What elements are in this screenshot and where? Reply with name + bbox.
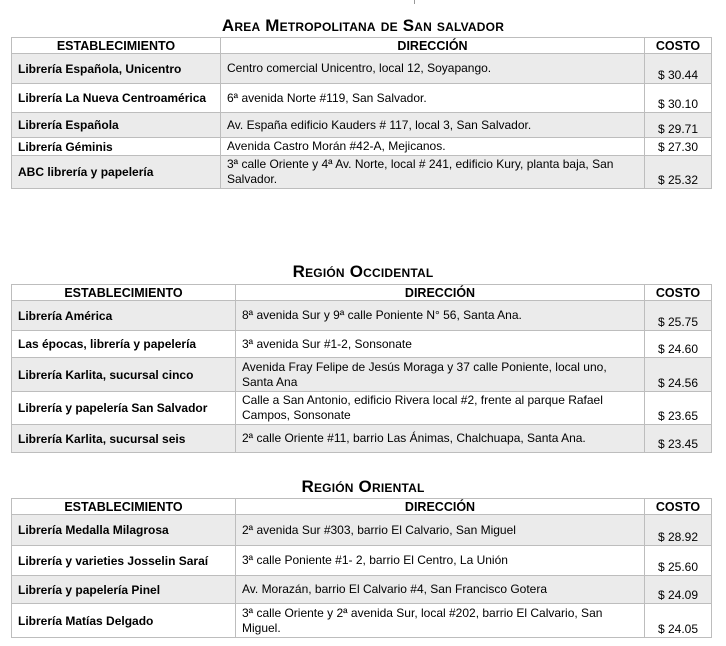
establishment-cost: $ 25.75 <box>645 301 712 331</box>
establishment-name: Librería Española, Unicentro <box>12 54 221 84</box>
table-row <box>12 425 712 453</box>
establishment-address: 6ª avenida Norte #119, San Salvador. <box>221 84 645 113</box>
establishment-name: Librería y papelería San Salvador <box>12 392 236 425</box>
table-metropolitana <box>11 37 712 189</box>
establishment-cost: $ 24.09 <box>645 576 712 604</box>
establishment-cost: $ 27.30 <box>645 138 712 156</box>
section-title: Area Metropolitana de San salvador <box>221 16 505 35</box>
establishment-cost: $ 30.10 <box>645 84 712 113</box>
table-row <box>12 84 712 113</box>
establishment-address: Av. España edificio Kauders # 117, local 3, San Salvador. <box>221 113 645 138</box>
establishment-cost: $ 30.44 <box>645 54 712 84</box>
table-header-row <box>12 38 712 54</box>
establishment-name: Las épocas, librería y papelería <box>12 331 236 358</box>
table-row <box>12 156 712 189</box>
table-row <box>12 301 712 331</box>
table-row <box>12 546 712 576</box>
table-oriental <box>11 498 712 638</box>
table-row <box>12 576 712 604</box>
establishment-address: Av. Morazán, barrio El Calvario #4, San Francisco Gotera <box>236 576 645 604</box>
establishment-address: 2ª calle Oriente #11, barrio Las Ánimas, Chalchuapa, Santa Ana. <box>236 425 645 453</box>
top-edge-mark <box>414 0 415 4</box>
establishment-cost: $ 24.60 <box>645 331 712 358</box>
establishment-cost: $ 23.45 <box>645 425 712 453</box>
establishment-address: Avenida Castro Morán #42-A, Mejicanos. <box>221 138 645 156</box>
establishment-name: Librería América <box>12 301 236 331</box>
header-cost: COSTO <box>645 38 712 54</box>
establishment-cost: $ 25.32 <box>645 156 712 189</box>
establishment-name: Librería y varieties Josselin Saraí <box>12 546 236 576</box>
table-row <box>12 113 712 138</box>
establishment-address: Avenida Fray Felipe de Jesús Moraga y 37 calle Poniente, local uno, Santa Ana <box>236 358 645 392</box>
table-row <box>12 392 712 425</box>
establishment-address: 3ª avenida Sur #1-2, Sonsonate <box>236 331 645 358</box>
establishment-name: Librería Medalla Milagrosa <box>12 515 236 546</box>
establishment-cost: $ 28.92 <box>645 515 712 546</box>
establishment-address: 3ª calle Oriente y 4ª Av. Norte, local # 241, edificio Kury, planta baja, San Salvador. <box>221 156 645 189</box>
establishment-address: 3ª calle Oriente y 2ª avenida Sur, local #202, barrio El Calvario, San Miguel. <box>236 604 645 638</box>
section-oriental <box>0 477 726 497</box>
establishment-cost: $ 23.65 <box>645 392 712 425</box>
establishment-address: 3ª calle Poniente #1- 2, barrio El Centro, La Unión <box>236 546 645 576</box>
section-title: Región Occidental <box>292 262 434 281</box>
header-establishment: ESTABLECIMIENTO <box>12 285 236 301</box>
establishment-name: Librería Karlita, sucursal seis <box>12 425 236 453</box>
establishment-name: Librería Karlita, sucursal cinco <box>12 358 236 392</box>
establishment-cost: $ 24.56 <box>645 358 712 392</box>
header-establishment: ESTABLECIMIENTO <box>12 499 236 515</box>
table-row <box>12 515 712 546</box>
table-row <box>12 331 712 358</box>
establishment-address: Calle a San Antonio, edificio Rivera local #2, frente al parque Rafael Campos, Sonsonate <box>236 392 645 425</box>
header-establishment: ESTABLECIMIENTO <box>12 38 221 54</box>
establishment-name: Librería Matías Delgado <box>12 604 236 638</box>
establishment-name: Librería y papelería Pinel <box>12 576 236 604</box>
table-occidental <box>11 284 712 453</box>
table-header-row <box>12 285 712 301</box>
table-row <box>12 358 712 392</box>
establishment-cost: $ 25.60 <box>645 546 712 576</box>
table-header-row <box>12 499 712 515</box>
establishment-address: Centro comercial Unicentro, local 12, Soyapango. <box>221 54 645 84</box>
table-row <box>12 138 712 156</box>
establishment-name: Librería Géminis <box>12 138 221 156</box>
table-row <box>12 54 712 84</box>
header-cost: COSTO <box>645 499 712 515</box>
establishment-cost: $ 29.71 <box>645 113 712 138</box>
table-row <box>12 604 712 638</box>
header-cost: COSTO <box>645 285 712 301</box>
establishment-name: Librería La Nueva Centroamérica <box>12 84 221 113</box>
header-address: DIRECCIÓN <box>236 285 645 301</box>
establishment-address: 2ª avenida Sur #303, barrio El Calvario, San Miguel <box>236 515 645 546</box>
section-occidental <box>0 262 726 282</box>
header-address: DIRECCIÓN <box>236 499 645 515</box>
header-address: DIRECCIÓN <box>221 38 645 54</box>
section-title: Región Oriental <box>301 477 425 496</box>
establishment-cost: $ 24.05 <box>645 604 712 638</box>
section-metropolitana <box>0 16 726 36</box>
establishment-name: Librería Española <box>12 113 221 138</box>
establishment-address: 8ª avenida Sur y 9ª calle Poniente N° 56, Santa Ana. <box>236 301 645 331</box>
establishment-name: ABC librería y papelería <box>12 156 221 189</box>
